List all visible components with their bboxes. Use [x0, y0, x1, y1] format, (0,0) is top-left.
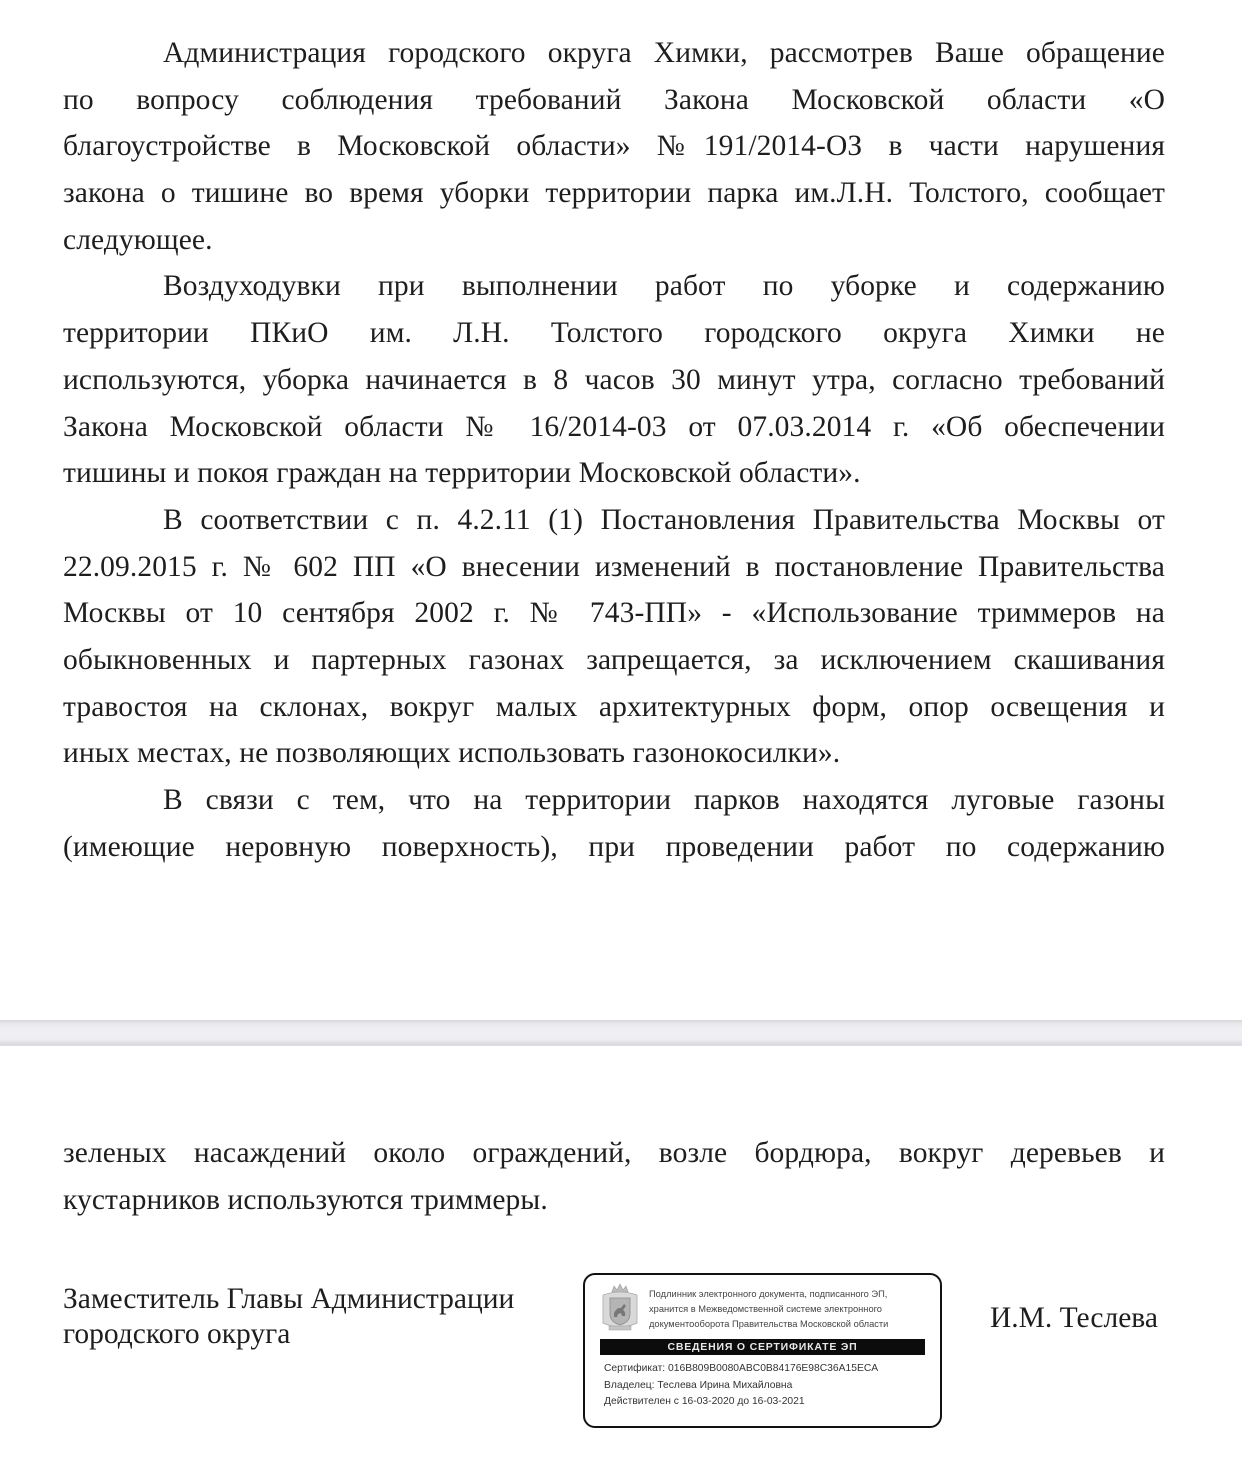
stamp-certificate-number: Сертификат: 016B809B0080ABC0B84176E98C36A15ECA [604, 1363, 879, 1374]
letter-body [63, 30, 1165, 870]
signatory-position-line-2: городского округа [63, 1318, 291, 1350]
paragraph-2-line-5: тишины и покоя граждан на территории Московской области». [63, 457, 861, 490]
electronic-signature-stamp [583, 1273, 942, 1428]
paragraph-3-line-6: иных местах, не позволяющих использовать газонокосилки». [63, 737, 841, 770]
stamp-validity: Действителен с 16-03-2020 до 16-03-2021 [604, 1396, 805, 1407]
stamp-certificate-details [604, 1361, 934, 1411]
page-separator [0, 1020, 1242, 1046]
paragraph-1-line-5: следующее. [63, 223, 213, 256]
stamp-header [649, 1287, 937, 1332]
paragraph-3-line-1: В соответствии с п. 4.2.11 (1) Постановления Правительства Москвы от [163, 503, 1165, 536]
signatory-name: И.М. Теслева [990, 1302, 1158, 1334]
paragraph-4-line-4: кустарников используются триммеры. [63, 1183, 548, 1216]
paragraph-3-line-5: травостоя на склонах, вокруг малых архитектурных форм, опор освещения и [63, 690, 1165, 723]
paragraph-4-line-2: (имеющие неровную поверхность), при проведении работ по содержанию [63, 830, 1165, 863]
signatory-position [63, 1282, 514, 1352]
paragraph-4-line-3: зеленых насаждений около ограждений, возле бордюра, вокруг деревьев и [63, 1137, 1165, 1169]
paragraph-1-line-3: благоустройстве в Московской области» №191/2014-ОЗ в части нарушения [63, 130, 1165, 163]
stamp-owner: Владелец: Теслева Ирина Михайловна [604, 1379, 793, 1391]
letter-body-continued [63, 1130, 1165, 1223]
stamp-header-line-3: документооборота Правительства Московской области [649, 1319, 889, 1329]
paragraph-1-line-4: закона о тишине во время уборки территории парка им.Л.Н. Толстого, сообщает [63, 177, 1165, 210]
paragraph-2-line-1: Воздуходувки при выполнении работ по уборке и содержанию [163, 270, 1165, 303]
stamp-header-line-1: Подлинник электронного документа, подписанного ЭП, [649, 1289, 888, 1299]
paragraph-2-line-2: территории ПКиО им. Л.Н. Толстого городского округа Химки не [63, 317, 1165, 350]
paragraph-1-line-2: по вопросу соблюдения требований Закона Московской области «О [63, 83, 1165, 116]
paragraph-4-line-1: В связи с тем, что на территории парков находятся луговые газоны [163, 784, 1165, 816]
coat-of-arms-icon [599, 1283, 641, 1333]
paragraph-2-line-4: Закона Московской области № 16/2014-03 от 07.03.2014 г. «Об обеспечении [63, 410, 1165, 443]
paragraph-3-line-4: обыкновенных и партерных газонах запрещается, за исключением скашивания [63, 643, 1165, 676]
stamp-certificate-bar: СВЕДЕНИЯ О СЕРТИФИКАТЕ ЭП [600, 1339, 925, 1355]
stamp-header-line-2: хранится в Межведомственной системе электронного [649, 1304, 882, 1314]
paragraph-1-line-1: Администрация городского округа Химки, рассмотрев Ваше обращение [163, 37, 1165, 69]
paragraph-3-line-2: 22.09.2015 г. № 602 ПП «О внесении изменений в постановление Правительства [63, 550, 1165, 583]
signatory-position-line-1: Заместитель Главы Администрации [63, 1283, 515, 1315]
paragraph-3-line-3: Москвы от 10 сентября 2002 г. № 743-ПП» - «Использование триммеров на [63, 597, 1165, 630]
paragraph-2-line-3: используются, уборка начинается в 8 часов 30 минут утра, согласно требований [63, 363, 1165, 396]
